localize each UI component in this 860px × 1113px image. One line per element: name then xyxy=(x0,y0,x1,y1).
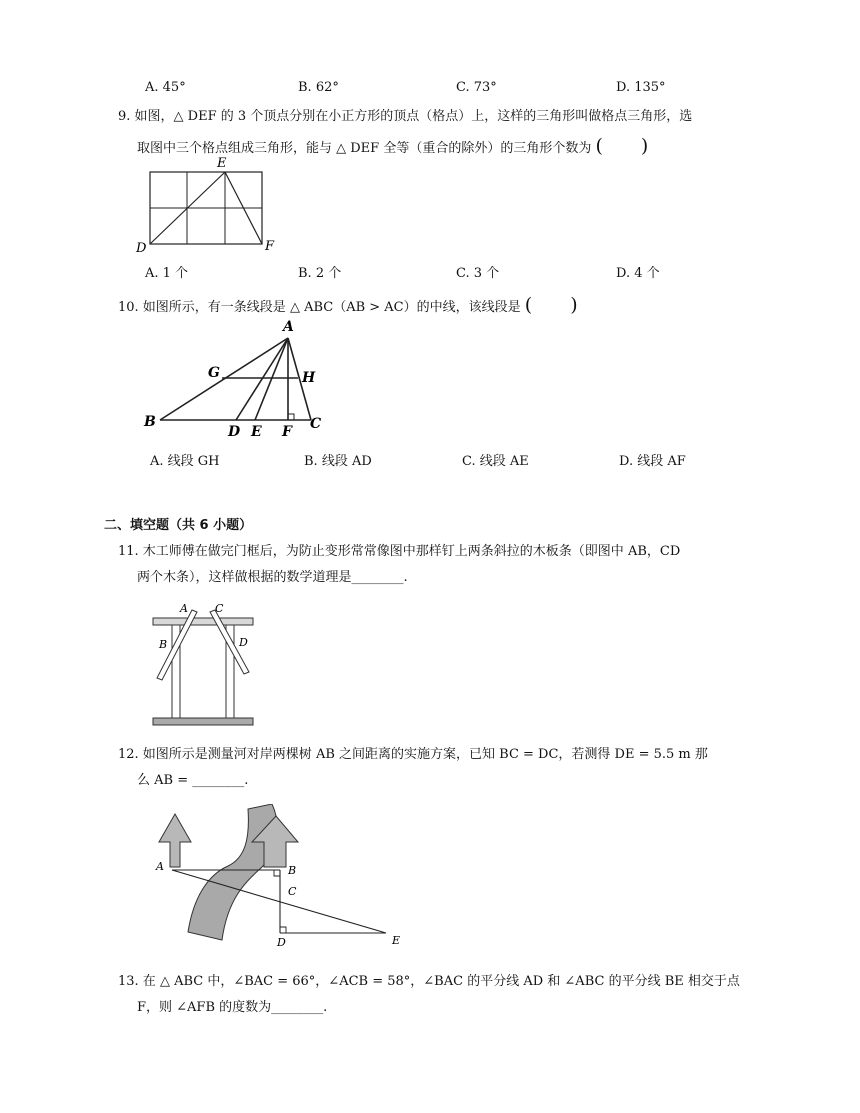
q12-label-b: B xyxy=(288,864,297,877)
q9-stem-text: 取图中三个格点组成三角形，能与 △ DEF 全等（重合的除外）的三角形个数为 xyxy=(137,141,592,156)
q9-answer-paren: ( ) xyxy=(595,135,649,157)
q9-option-c: C. 3 个 xyxy=(456,266,500,281)
q12-right-angle-d xyxy=(280,927,286,933)
q10-option-d: D. 线段 AF xyxy=(619,454,686,469)
q10-segment-ad xyxy=(236,338,288,420)
q12-river-figure xyxy=(150,804,410,949)
q10-stem xyxy=(118,290,578,317)
q10-label-d: D xyxy=(228,424,241,440)
q12-right-angle-b xyxy=(274,870,280,876)
q10-label-c: C xyxy=(310,416,322,432)
q11-label-d: D xyxy=(239,636,248,649)
q12-river xyxy=(188,804,277,940)
q12-label-a: A xyxy=(156,860,164,873)
q10-side-ab xyxy=(160,338,288,420)
q11-top-beam xyxy=(153,618,253,625)
q9-label-f: F xyxy=(265,239,275,254)
q10-answer-paren: ( ) xyxy=(524,294,578,316)
q9-grid-figure xyxy=(130,152,290,258)
q11-stem-line2: 两个木条），这样做根据的数学道理是________. xyxy=(137,570,408,585)
q11-stem-line1: 11. 木工师傅在做完门框后，为防止变形常常像图中那样钉上两条斜拉的木板条（即图中 AB，CD xyxy=(118,544,681,559)
q13-stem-line2: F，则 ∠AFB 的度数为________. xyxy=(137,1000,328,1015)
q10-segment-ae xyxy=(255,338,288,420)
q10-label-e: E xyxy=(251,424,262,440)
q12-stem-line1: 12. 如图所示是测量河对岸两棵树 AB 之间距离的实施方案，已知 BC = DC，若测得 DE = 5.5 m 那 xyxy=(118,747,708,762)
q9-option-d: D. 4 个 xyxy=(616,266,660,281)
q9-label-d: D xyxy=(136,241,147,256)
q10-label-g: G xyxy=(208,365,220,381)
q10-stem-text: 10. 如图所示，有一条线段是 △ ABC（AB > AC）的中线，该线段是 xyxy=(118,300,521,315)
q10-option-c: C. 线段 AE xyxy=(462,454,529,469)
q9-option-b: B. 2 个 xyxy=(298,266,342,281)
q8-option-d: D. 135° xyxy=(616,80,666,95)
q9-option-a: A. 1 个 xyxy=(145,266,189,281)
q10-label-b: B xyxy=(144,414,156,430)
q12-label-d: D xyxy=(277,936,286,949)
q10-label-f: F xyxy=(282,424,292,440)
q10-option-a: A. 线段 GH xyxy=(150,454,220,469)
q12-label-e: E xyxy=(392,934,401,947)
q11-label-a: A xyxy=(180,602,188,615)
q13-stem-line1: 13. 在 △ ABC 中，∠BAC = 66°，∠ACB = 58°，∠BAC 的平分线 AD 和 ∠ABC 的平分线 BE 相交于点 xyxy=(118,974,740,989)
q11-label-c: C xyxy=(215,602,224,615)
q12-label-c: C xyxy=(288,885,297,898)
q12-stem-line2: 么 AB = ________. xyxy=(137,773,249,788)
q8-option-b: B. 62° xyxy=(298,80,339,95)
q10-right-angle-mark xyxy=(288,414,294,420)
q8-option-a: A. 45° xyxy=(145,80,186,95)
q10-triangle-figure xyxy=(140,318,330,443)
q9-label-e: E xyxy=(217,156,227,171)
q10-label-h: H xyxy=(302,370,316,386)
section-heading-fill-in: 二、填空题（共 6 小题） xyxy=(104,518,253,533)
q11-bottom-beam xyxy=(153,718,253,725)
q11-label-b: B xyxy=(159,638,168,651)
q8-option-c: C. 73° xyxy=(456,80,497,95)
q11-door-frame-figure xyxy=(148,600,263,730)
q10-option-b: B. 线段 AD xyxy=(304,454,372,469)
q9-stem-line1: 9. 如图，△ DEF 的 3 个顶点分别在小正方形的顶点（格点）上，这样的三角形叫做格点三角形，选 xyxy=(118,109,693,124)
q10-label-a: A xyxy=(283,319,294,335)
